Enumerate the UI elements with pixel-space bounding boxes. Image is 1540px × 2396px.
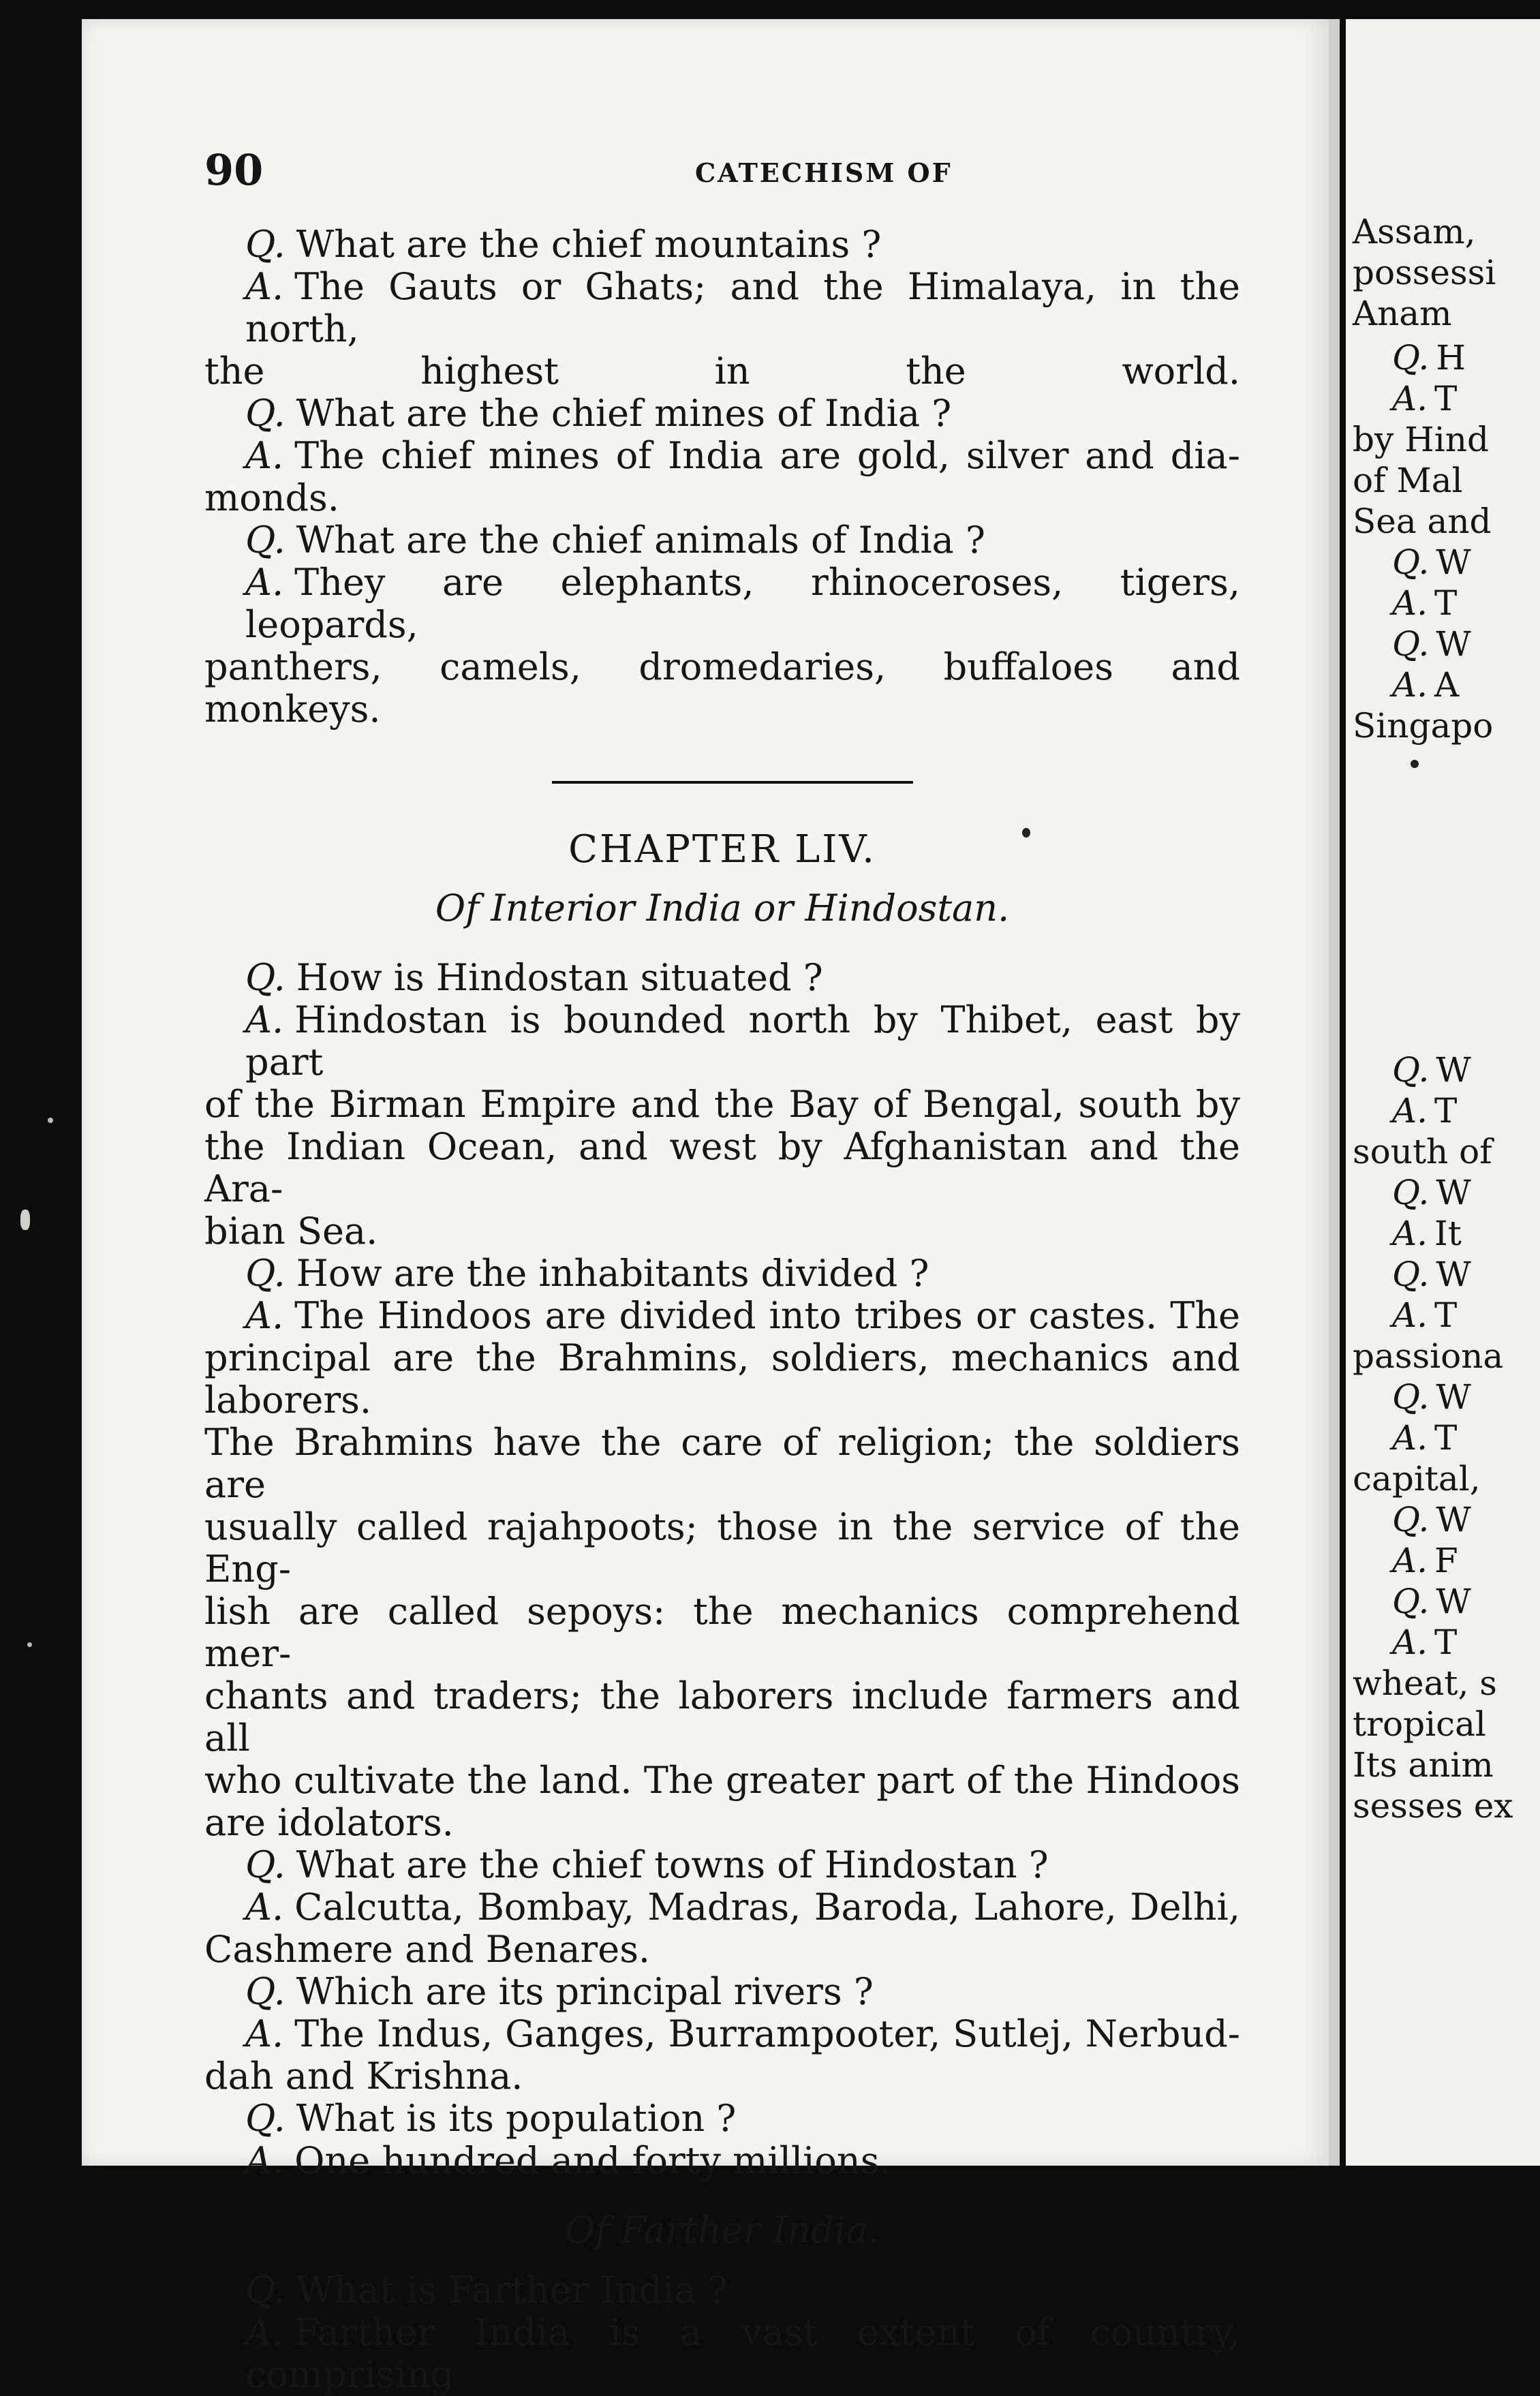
answer-label: A.: [245, 998, 284, 1041]
question-label: Q.: [245, 956, 286, 999]
facing-text: W: [1436, 1377, 1471, 1417]
line-text: What are the chief mountains ?: [296, 223, 882, 266]
facing-text: Singapo: [1353, 706, 1494, 746]
page-edge: [1329, 19, 1340, 2166]
answer-line: [204, 999, 1240, 1084]
facing-text: Its anim: [1353, 1745, 1494, 1785]
facing-text: capital,: [1353, 1459, 1481, 1499]
facing-text: by Hind: [1353, 420, 1489, 459]
facing-page-fragment: [1392, 664, 1459, 705]
line-text: principal are the Brahmins, soldiers, mechanics and laborers.: [204, 1336, 1240, 1422]
question-label: Q.: [245, 1970, 286, 2013]
answer-label: A.: [245, 1886, 284, 1929]
line-text: What is Farther India ?: [296, 2269, 728, 2311]
answer-line: [204, 1886, 1240, 1929]
question-label: Q.: [245, 519, 286, 562]
line-text: who cultivate the land. The greater part of the Hindoos: [204, 1759, 1240, 1802]
line-text: The Hindoos are divided into tribes or castes. The: [294, 1294, 1240, 1337]
answer-continuation-line: [204, 1591, 1240, 1675]
facing-page-fragment: [1353, 501, 1492, 542]
facing-label: Q.: [1392, 1582, 1430, 1621]
answer-continuation-line: [204, 477, 1240, 519]
question-label: Q.: [245, 1843, 286, 1886]
answer-continuation-line: [204, 646, 1240, 731]
facing-label: Q.: [1392, 1500, 1430, 1539]
question-line: [204, 2098, 1240, 2140]
facing-text: W: [1436, 1255, 1471, 1294]
answer-continuation-line: [204, 1802, 1240, 1844]
question-line: [204, 1971, 1240, 2013]
facing-label: A.: [1392, 1623, 1428, 1662]
answer-line: [204, 2013, 1240, 2055]
facing-text: sesses ex: [1353, 1786, 1513, 1826]
facing-text: Sea and: [1353, 502, 1492, 541]
answer-continuation-line: [204, 1126, 1240, 1210]
facing-label: Q.: [1392, 1173, 1430, 1212]
speck: [48, 1118, 53, 1123]
answer-label: A.: [245, 2311, 284, 2354]
question-line: [204, 393, 1240, 435]
facing-page-fragment: [1392, 1295, 1457, 1336]
facing-text: passiona: [1353, 1336, 1504, 1376]
facing-page-fragment: [1392, 1090, 1457, 1131]
facing-page-fragment: [1392, 583, 1457, 624]
answer-continuation-line: [204, 1675, 1240, 1760]
line-text: of the Birman Empire and the Bay of Bengal, south by: [204, 1083, 1240, 1126]
answer-continuation-line: [204, 1337, 1240, 1422]
hole-mark: [20, 1210, 30, 1230]
line-text: dah and Krishna.: [204, 2055, 523, 2098]
facing-page-fragment: [1353, 1663, 1497, 1704]
facing-text: W: [1436, 1050, 1471, 1090]
line-text: What are the chief towns of Hindostan ?: [296, 1843, 1049, 1886]
facing-page-fragment: [1353, 1131, 1492, 1172]
line-text: the Indian Ocean, and west by Afghanistan and the Ara-: [204, 1125, 1240, 1210]
facing-page-fragment: [1392, 337, 1466, 378]
facing-text: Anam: [1353, 294, 1452, 333]
answer-label: A.: [245, 2012, 284, 2055]
line-text: Hindostan is bounded north by Thibet, east by part: [245, 998, 1240, 1084]
line-text: are idolators.: [204, 1801, 454, 1844]
line-text: Which are its principal rivers ?: [296, 1970, 874, 2013]
answer-label: A.: [245, 1294, 284, 1337]
facing-text: T: [1434, 1623, 1458, 1662]
line-text: The Indus, Ganges, Burrampooter, Sutlej, Nerbud-: [294, 2012, 1240, 2055]
line-text: Calcutta, Bombay, Madras, Baroda, Lahore, Delhi,: [294, 1886, 1240, 1929]
facing-label: Q.: [1392, 1377, 1430, 1417]
facing-page-fragment: [1392, 1049, 1471, 1090]
answer-line: [204, 1295, 1240, 1337]
facing-text: T: [1434, 1091, 1458, 1131]
answer-label: A.: [245, 2139, 284, 2182]
facing-text: A: [1434, 665, 1460, 705]
page-body: [204, 224, 1240, 2396]
line-text: the highest in the world.: [204, 350, 1240, 393]
facing-text: possessi: [1353, 253, 1496, 292]
line-text: bian Sea.: [204, 1210, 378, 1253]
speck: [27, 1642, 32, 1647]
facing-page-fragment: [1392, 1540, 1458, 1581]
question-label: Q.: [245, 2097, 286, 2140]
line-text: chants and traders; the laborers include farmers and all: [204, 1674, 1240, 1760]
answer-line: [204, 562, 1240, 646]
facing-label: Q.: [1392, 624, 1430, 664]
question-line: [204, 224, 1240, 266]
facing-text: W: [1436, 1500, 1471, 1539]
book-page: [82, 19, 1329, 2396]
facing-text: Assam,: [1353, 212, 1476, 251]
facing-label: Q.: [1392, 1255, 1430, 1294]
facing-page-fragment: [1353, 252, 1496, 293]
facing-label: A.: [1392, 1091, 1428, 1131]
facing-text: T: [1434, 379, 1458, 418]
question-label: Q.: [245, 223, 286, 266]
section-title-farther-india: Of Farther India.: [565, 2209, 880, 2252]
line-text: lish are called sepoys: the mechanics comprehend mer-: [204, 1590, 1240, 1675]
line-text: What is its population ?: [296, 2097, 737, 2140]
answer-line: [204, 2311, 1240, 2396]
line-text: The Gauts or Ghats; and the Himalaya, in the north,: [245, 265, 1240, 350]
facing-label: A.: [1392, 1295, 1428, 1335]
facing-label: A.: [1392, 379, 1428, 418]
qa-block-mountains-animals: [204, 224, 1240, 731]
facing-text: W: [1436, 1173, 1471, 1212]
facing-text: W: [1436, 542, 1471, 582]
answer-continuation-line: [204, 1422, 1240, 1506]
facing-page-fragment: [1392, 1499, 1471, 1540]
answer-continuation-line: [204, 1760, 1240, 1802]
line-text: How is Hindostan situated ?: [296, 956, 823, 999]
line-text: Farther India is a vast extent of country, comprising: [245, 2311, 1240, 2396]
ink-speck: [1022, 828, 1030, 838]
facing-page-fragment: [1392, 624, 1471, 664]
facing-label: A.: [1392, 583, 1428, 623]
question-label: Q.: [245, 1252, 286, 1295]
facing-text: wheat, s: [1353, 1663, 1497, 1703]
answer-line: [204, 266, 1240, 350]
facing-page-fragment: [1392, 1172, 1471, 1213]
answer-label: A.: [245, 265, 284, 308]
chapter-title: CHAPTER LIV.: [568, 827, 876, 872]
facing-text: T: [1434, 583, 1458, 623]
running-title: CATECHISM OF: [695, 157, 953, 188]
page-number: 90: [204, 145, 264, 195]
line-text: What are the chief animals of India ?: [296, 519, 985, 562]
qa-block-farther-india: [204, 2269, 1240, 2396]
facing-page-fragment: [1353, 293, 1452, 334]
question-line: [204, 957, 1240, 999]
facing-label: Q.: [1392, 1050, 1430, 1090]
facing-page-fragment: [1353, 419, 1489, 460]
facing-page-fragment: [1353, 1704, 1486, 1745]
facing-page-fragment: [1353, 1745, 1494, 1785]
facing-page: [1346, 19, 1540, 2166]
facing-page-fragment: [1353, 705, 1493, 746]
line-text: How are the inhabitants divided ?: [296, 1252, 929, 1295]
question-line: [204, 1844, 1240, 1886]
line-text: What are the chief mines of India ?: [296, 392, 952, 435]
facing-page-fragment: [1392, 1622, 1457, 1663]
facing-page-fragment: [1353, 1336, 1503, 1377]
facing-page-fragment: [1353, 211, 1476, 252]
section-rule: [552, 781, 913, 784]
facing-text: T: [1434, 1418, 1458, 1458]
facing-page-fragment: [1353, 460, 1463, 501]
answer-line: [204, 435, 1240, 477]
facing-label: A.: [1392, 1541, 1428, 1580]
facing-text: tropical: [1353, 1704, 1486, 1744]
ink-speck: [1411, 760, 1419, 768]
facing-label: A.: [1392, 665, 1428, 705]
line-text: One hundred and forty millions.: [294, 2139, 891, 2182]
facing-label: A.: [1392, 1418, 1428, 1458]
facing-text: H: [1436, 338, 1466, 378]
question-line: [204, 1253, 1240, 1295]
answer-continuation-line: [204, 1506, 1240, 1591]
facing-text: T: [1434, 1295, 1458, 1335]
question-label: Q.: [245, 392, 286, 435]
line-text: The Brahmins have the care of religion; the soldiers are: [204, 1421, 1240, 1506]
facing-text: south of: [1353, 1132, 1492, 1171]
facing-page-fragment: [1392, 1417, 1457, 1458]
facing-page-fragment: [1392, 1254, 1471, 1295]
question-label: Q.: [245, 2269, 286, 2311]
facing-text: It: [1434, 1214, 1462, 1253]
facing-page-fragment: [1392, 1581, 1471, 1622]
facing-page-fragment: [1353, 1458, 1481, 1499]
section-title-hindostan: Of Interior India or Hindostan.: [435, 887, 1010, 930]
line-text: panthers, camels, dromedaries, buffaloes and monkeys.: [204, 645, 1240, 731]
line-text: The chief mines of India are gold, silver and dia-: [294, 434, 1240, 477]
answer-continuation-line: [204, 1210, 1240, 1253]
facing-text: W: [1436, 1582, 1471, 1621]
line-text: They are elephants, rhinoceroses, tigers, leopards,: [245, 561, 1240, 646]
line-text: monds.: [204, 476, 339, 519]
answer-continuation-line: [204, 1084, 1240, 1126]
facing-label: A.: [1392, 1214, 1428, 1253]
answer-label: A.: [245, 434, 284, 477]
facing-text: F: [1434, 1541, 1458, 1580]
answer-continuation-line: [204, 350, 1240, 393]
facing-text: of Mal: [1353, 461, 1463, 500]
answer-continuation-line: [204, 1929, 1240, 1971]
facing-label: Q.: [1392, 542, 1430, 582]
qa-block-hindostan: [204, 957, 1240, 2182]
answer-line: [204, 2140, 1240, 2182]
facing-label: Q.: [1392, 338, 1430, 378]
question-line: [204, 519, 1240, 562]
facing-page-fragment: [1392, 378, 1457, 419]
facing-text: W: [1436, 624, 1471, 664]
page-header: [204, 145, 1295, 200]
facing-page-fragment: [1392, 1377, 1471, 1417]
line-text: usually called rajahpoots; those in the service of the Eng-: [204, 1505, 1240, 1591]
question-line: [204, 2269, 1240, 2311]
answer-label: A.: [245, 561, 284, 604]
answer-continuation-line: [204, 2055, 1240, 2098]
line-text: Cashmere and Benares.: [204, 1928, 651, 1971]
facing-page-fragment: [1392, 1213, 1462, 1254]
facing-page-fragment: [1353, 1785, 1513, 1826]
facing-page-fragment: [1392, 542, 1471, 583]
